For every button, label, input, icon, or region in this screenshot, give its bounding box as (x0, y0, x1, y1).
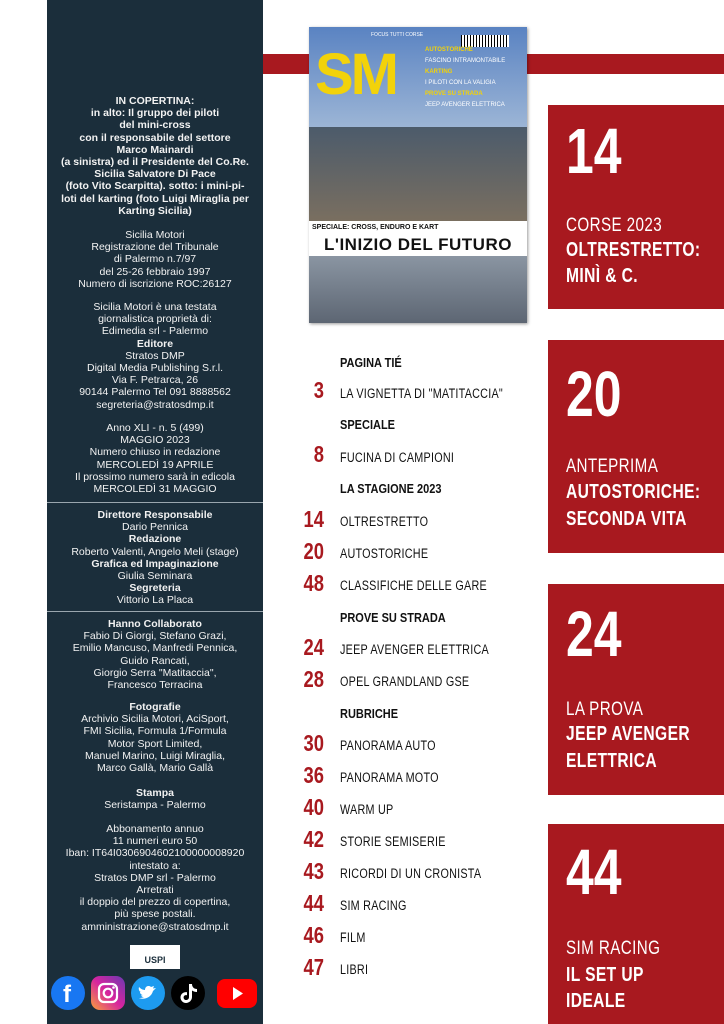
highlight-title: AUTOSTORICHE: (566, 481, 701, 503)
fotografie-line: Manuel Marino, Luigi Miraglia, (84, 749, 226, 762)
cover-teaser: I PILOTI CON LA VALIGIA (425, 80, 496, 86)
collaborato-block (47, 618, 263, 691)
highlight-title: IL SET UP (566, 964, 644, 986)
copertina-line: (foto Vito Scarpitta). sotto: i mini-pi- (65, 180, 245, 193)
copertina-block (47, 95, 263, 217)
cover-teaser: PROVE SU STRADA (425, 91, 483, 97)
social-icons (47, 976, 263, 1014)
collaborato-title: Hanno Collaborato (108, 618, 202, 630)
issue-line: MAGGIO 2023 (120, 434, 190, 447)
toc-page-number: 28 (303, 666, 324, 692)
toc-page-number: 42 (303, 826, 324, 852)
editore-line: Stratos DMP (125, 349, 185, 362)
toc-page-number: 44 (303, 890, 324, 916)
highlight-title: IDEALE (566, 990, 626, 1012)
highlight-title: SECONDA VITA (566, 508, 687, 530)
fotografie-line: FMI Sicilia, Formula 1/Formula (83, 725, 227, 738)
issue-line: MERCOLEDÌ 19 APRILE (96, 458, 214, 471)
toc-page-number: 24 (303, 634, 324, 660)
copertina-line: loti del karting (foto Luigi Miraglia per (61, 192, 249, 205)
testata-line: Sicilia Motori è una testata (93, 301, 217, 313)
toc-page-number: 14 (303, 506, 324, 532)
toc-section-title: SPECIALE (340, 418, 396, 432)
toc-entry-title[interactable]: RICORDI DI UN CRONISTA (340, 866, 482, 881)
abbonamento-line: 11 numeri euro 50 (112, 835, 198, 848)
toc-entry-title[interactable]: LA VIGNETTA DI "MATITACCIA" (340, 386, 503, 401)
issue-block (47, 422, 263, 495)
registration-line: di Palermo n.7/97 (113, 253, 197, 266)
toc-section-title: RUBRICHE (340, 707, 399, 721)
toc-entry-title[interactable]: FUCINA DI CAMPIONI (340, 450, 455, 465)
registration-block (47, 229, 263, 290)
abbonamento-email[interactable]: amministrazione@stratosdmp.it (81, 920, 229, 933)
registration-line: del 25-26 febbraio 1997 (99, 265, 211, 278)
svg-text:f: f (63, 981, 71, 1008)
collaborato-line: Guido Rancati, (120, 654, 190, 667)
copertina-line: Marco Mainardi (116, 143, 194, 156)
testata-line: giornalistica proprietà di: (98, 313, 212, 326)
testata-block (47, 301, 263, 411)
copertina-title: IN COPERTINA: (115, 95, 195, 107)
toc-page-number: 3 (313, 377, 324, 403)
abbonamento-line: intestato a: (129, 859, 181, 872)
editore-line: 90144 Palermo Tel 091 8888562 (79, 386, 231, 399)
highlight-page-number: 24 (566, 598, 622, 670)
cover-tagline: FOCUS TUTTI CORSE (371, 32, 424, 38)
copertina-line: del mini-cross (119, 119, 191, 132)
stampa-title: Stampa (136, 787, 174, 799)
cover-teaser: FASCINO INTRAMONTABILE (425, 58, 506, 64)
registration-line: Registrazione del Tribunale (91, 241, 219, 254)
divider (47, 502, 263, 503)
toc-entry-title[interactable]: OLTRESTRETTO (340, 514, 429, 529)
toc-entry-title[interactable]: JEEP AVENGER ELETTRICA (340, 642, 489, 657)
issue-line: MERCOLEDÌ 31 MAGGIO (93, 483, 217, 496)
collaborato-line: Giorgio Serra "Matitaccia", (93, 666, 217, 679)
colophon-sidebar (47, 0, 263, 1024)
toc-page-number: 40 (303, 794, 324, 820)
abbonamento-line: Arretrati (136, 884, 174, 897)
grafica-title: Grafica ed Impaginazione (91, 557, 219, 570)
cover-logo: SM (315, 42, 396, 107)
fotografie-block (47, 701, 263, 774)
highlight-box[interactable] (548, 584, 724, 795)
copertina-line: in alto: Il gruppo dei piloti (90, 107, 220, 120)
fotografie-line: Marco Gallà, Mario Gallà (96, 762, 214, 775)
direttore-title: Direttore Responsabile (97, 509, 213, 521)
table-of-contents (280, 0, 530, 1024)
abbonamento-line: Stratos DMP srl - Palermo (94, 871, 216, 884)
editore-line: Digital Media Publishing S.r.l. (87, 362, 223, 375)
issue-line: Numero chiuso in redazione (89, 446, 221, 459)
toc-entry-title[interactable]: OPEL GRANDLAND GSE (340, 674, 470, 689)
editore-title: Editore (136, 337, 174, 350)
toc-section-title: PROVE SU STRADA (340, 611, 446, 625)
issue-line: Il prossimo numero sarà in edicola (75, 470, 235, 483)
copertina-line: (a sinistra) ed il Presidente del Co.Re. (61, 156, 249, 169)
staff-block (47, 509, 263, 607)
facebook-icon[interactable] (51, 976, 85, 1010)
toc-entry-title[interactable]: FILM (340, 930, 366, 945)
toc-page-number: 48 (303, 570, 324, 596)
cover-teaser: AUTOSTORICHE (425, 47, 473, 53)
stampa-block (47, 787, 263, 811)
editore-line: Via F. Petrarca, 26 (111, 374, 199, 387)
highlight-box[interactable] (548, 340, 724, 553)
collaborato-line: Fabio Di Giorgi, Stefano Grazi, (83, 630, 227, 643)
segreteria-name: Vittorio La Placa (116, 594, 194, 607)
copertina-line: Sicilia Salvatore Di Pace (94, 168, 216, 181)
collaborato-line: Francesco Terracina (107, 679, 203, 692)
highlight-label: CORSE 2023 (566, 215, 663, 236)
toc-page-number: 47 (303, 954, 324, 980)
toc-page-number: 43 (303, 858, 324, 884)
highlight-page-number: 14 (566, 115, 622, 187)
stampa-name: Seristampa - Palermo (104, 799, 206, 812)
highlight-page-number: 20 (566, 358, 622, 430)
youtube-icon[interactable] (217, 979, 257, 1008)
highlight-title: ELETTRICA (566, 750, 658, 772)
highlight-box[interactable] (548, 824, 724, 1024)
divider (47, 611, 263, 612)
copertina-line: Karting Sicilia) (118, 204, 192, 217)
cover-teaser: JEEP AVENGER ELETTRICA (425, 102, 505, 108)
highlight-label: SIM RACING (566, 938, 661, 959)
abbonamento-line: Abbonamento annuo (106, 823, 204, 835)
toc-entry-title[interactable]: SIM RACING (340, 898, 407, 913)
redazione-title: Redazione (128, 533, 182, 546)
editore-line: segreteria@stratosdmp.it (96, 398, 214, 411)
highlight-title: OLTRESTRETTO: (566, 239, 701, 261)
testata-line: Edimedia srl - Palermo (101, 325, 209, 338)
cover-teaser: KARTING (425, 69, 453, 75)
fotografie-line: Motor Sport Limited, (107, 737, 203, 750)
toc-section-title: LA STAGIONE 2023 (340, 482, 442, 496)
registration-line: Numero di iscrizione ROC:26127 (78, 277, 232, 290)
direttore-name: Dario Pennica (122, 521, 188, 534)
abbonamento-block (47, 823, 263, 933)
toc-entry-title[interactable]: CLASSIFICHE DELLE GARE (340, 578, 487, 593)
fotografie-title: Fotografie (129, 701, 181, 713)
highlight-box[interactable] (548, 105, 724, 309)
toc-entry-title[interactable]: WARM UP (340, 802, 394, 817)
toc-entry-title[interactable]: LIBRI (340, 962, 369, 977)
registration-line: Sicilia Motori (125, 229, 185, 241)
copertina-line: con il responsabile del settore (79, 131, 231, 144)
abbonamento-line: il doppio del prezzo di copertina, (79, 896, 231, 909)
toc-page-number: 46 (303, 922, 324, 948)
toc-section-title: PAGINA TIÉ (340, 356, 402, 370)
highlight-label: LA PROVA (566, 699, 644, 720)
tiktok-icon[interactable] (171, 976, 205, 1010)
abbonamento-line: più spese postali. (114, 908, 196, 921)
highlight-title: JEEP AVENGER (566, 723, 691, 745)
twitter-icon[interactable] (131, 976, 165, 1010)
collaborato-line: Emilio Mancuso, Manfredi Pennica, (72, 642, 238, 655)
grafica-name: Giulia Seminara (117, 570, 193, 583)
toc-page-number: 30 (303, 730, 324, 756)
issue-line: Anno XLI - n. 5 (499) (106, 422, 204, 434)
redazione-names: Roberto Valenti, Angelo Meli (stage) (71, 545, 239, 558)
toc-page-number: 20 (303, 538, 324, 564)
highlight-title: MINÌ & C. (566, 265, 638, 287)
highlight-page-number: 44 (566, 836, 622, 908)
instagram-icon[interactable] (91, 976, 125, 1010)
toc-entry-title[interactable]: PANORAMA MOTO (340, 770, 439, 785)
toc-entry-title[interactable]: PANORAMA AUTO (340, 738, 436, 753)
highlight-label: ANTEPRIMA (566, 456, 659, 477)
cover-headline: L'INIZIO DEL FUTURO (309, 234, 527, 256)
uspi-logo: USPI (130, 945, 180, 969)
toc-page-number: 36 (303, 762, 324, 788)
toc-page-number: 8 (313, 441, 324, 467)
fotografie-line: Archivio Sicilia Motori, AciSport, (81, 713, 229, 726)
toc-entry-title[interactable]: STORIE SEMISERIE (340, 834, 446, 849)
abbonamento-line: Iban: IT64I0306904602100000008920 (65, 847, 245, 860)
segreteria-title: Segreteria (129, 582, 181, 595)
toc-entry-title[interactable]: AUTOSTORICHE (340, 546, 429, 561)
cover-strip: SPECIALE: CROSS, ENDURO E KART (309, 221, 527, 234)
